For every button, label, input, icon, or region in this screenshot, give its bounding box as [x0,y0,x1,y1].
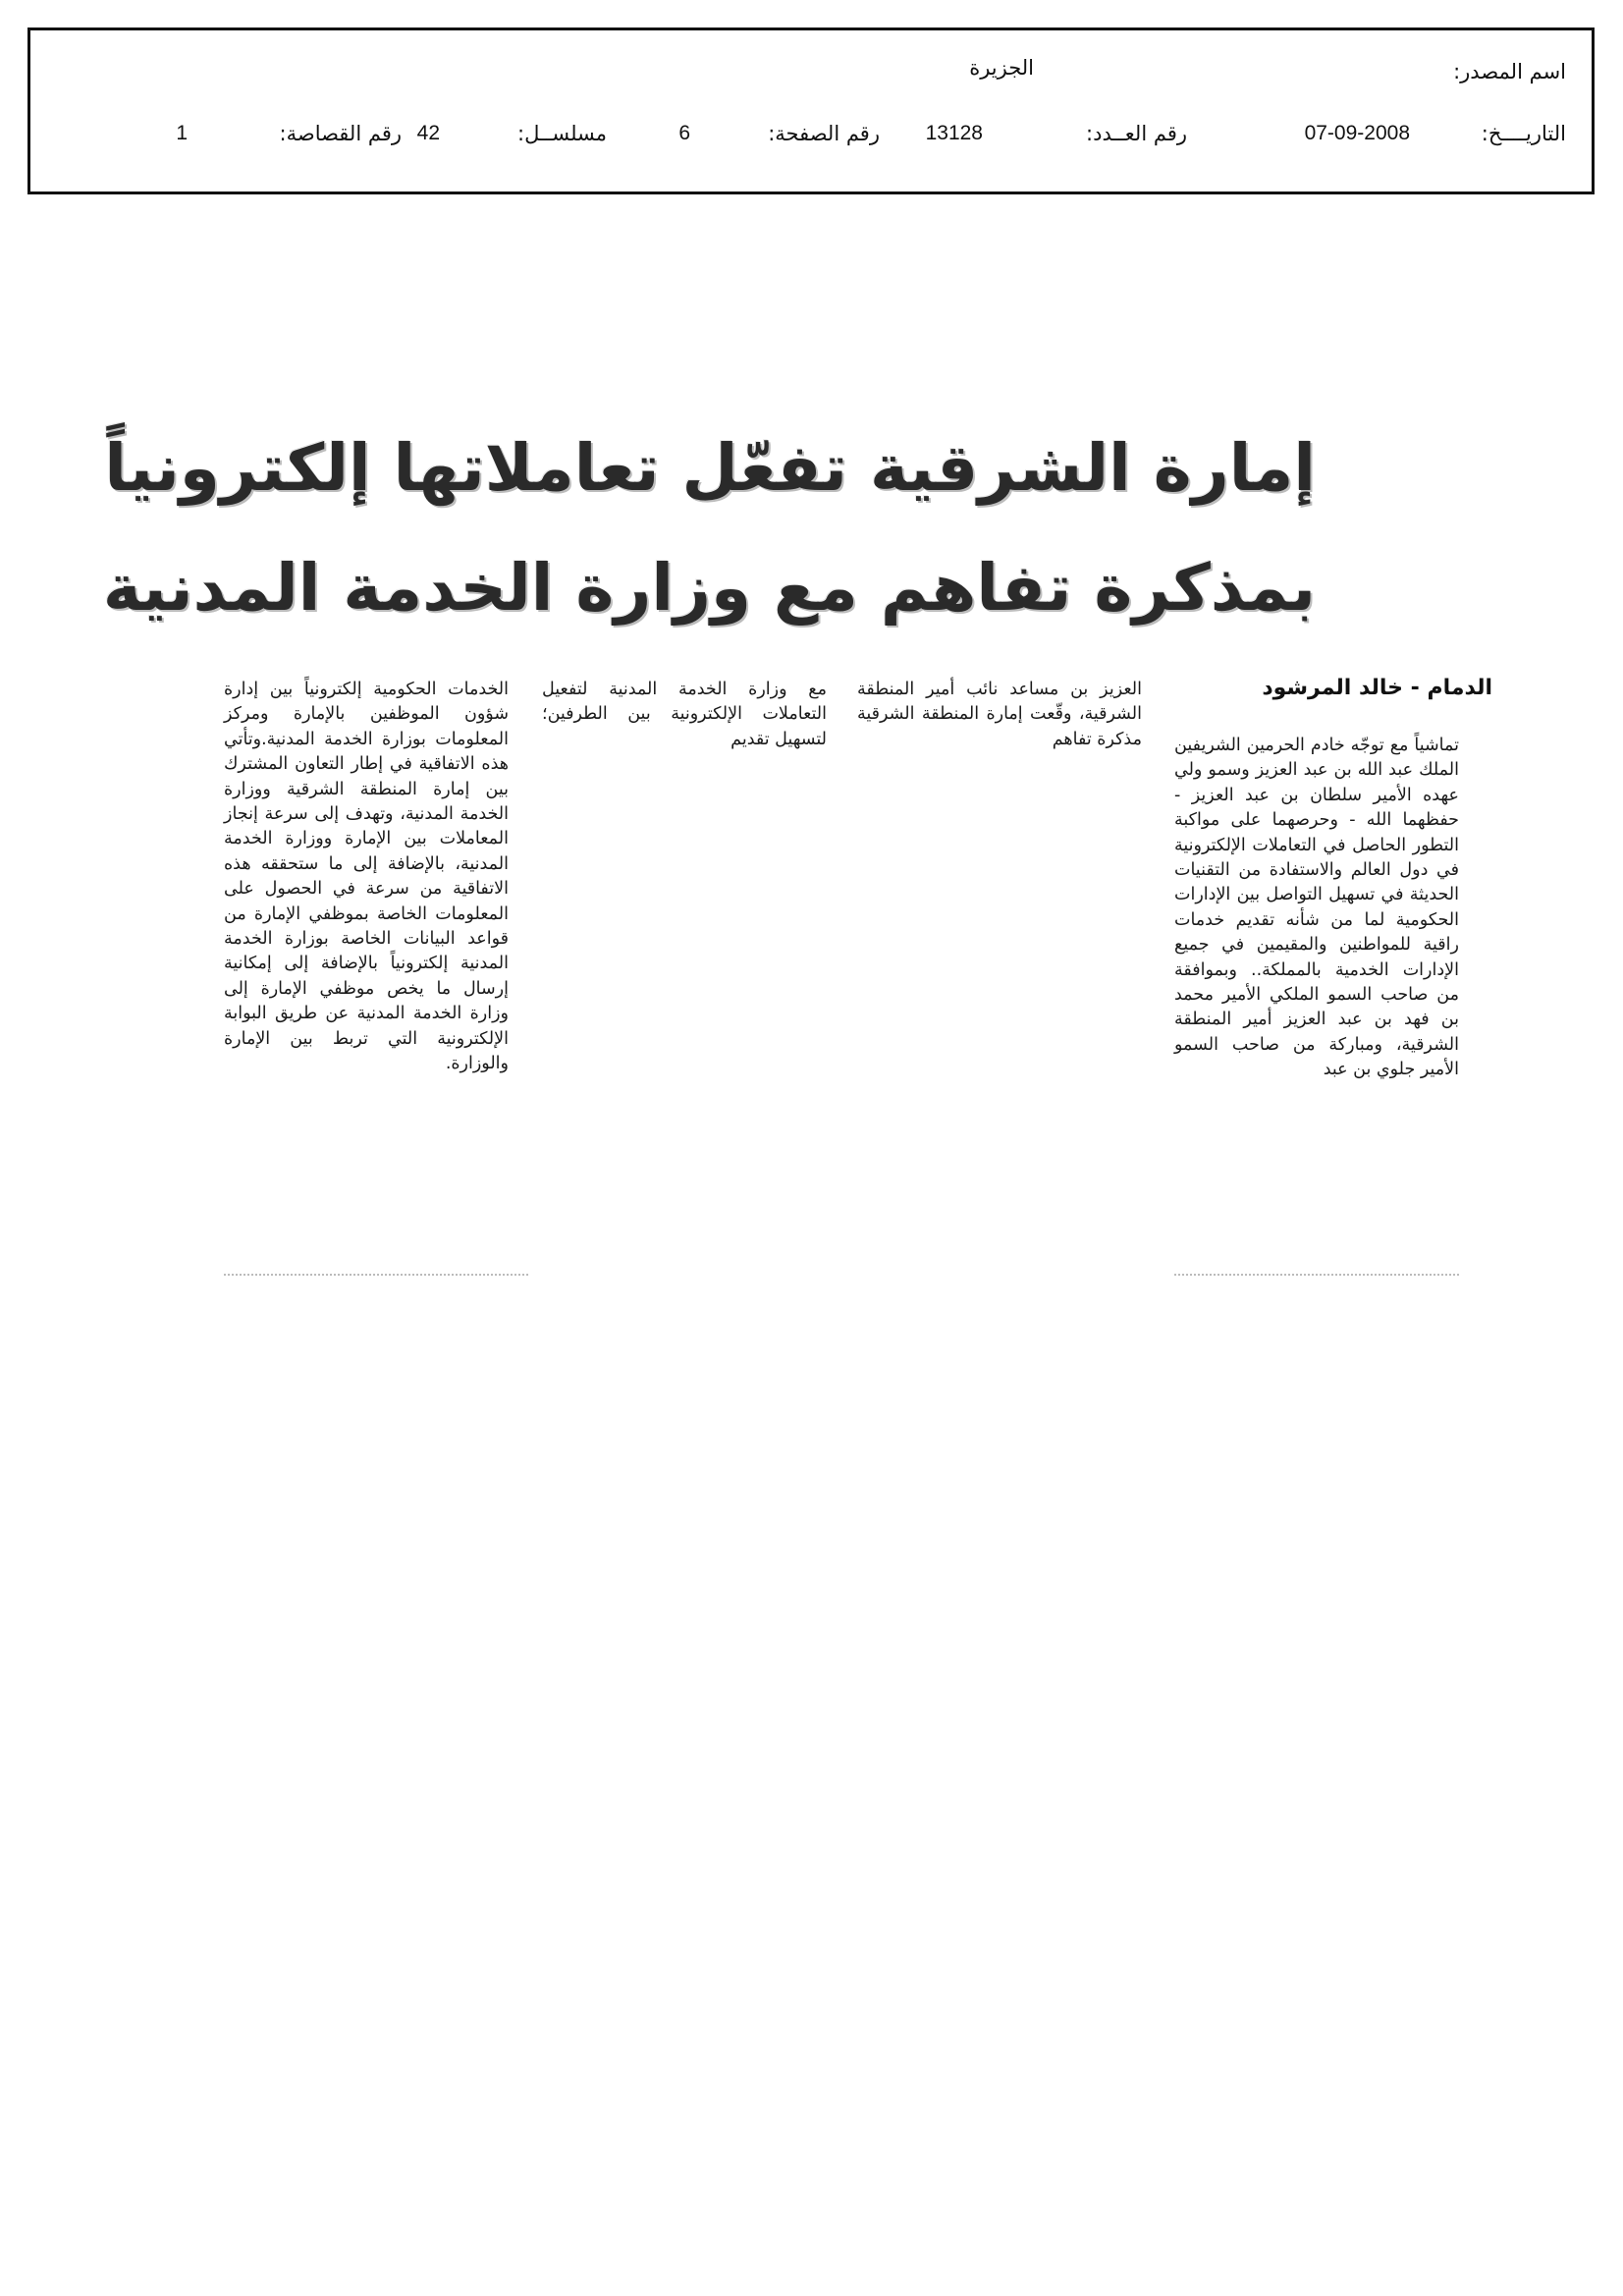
byline: الدمام - خالد المرشود [1262,676,1492,700]
date-label: التاريــــخ: [1481,122,1566,145]
clip-value: 1 [176,122,188,144]
serial-label: مسلســل: [517,122,607,145]
clip-label: رقم القصاصة: [279,122,402,145]
article-column-2: العزيز بن مساعد نائب أمير المنطقة الشرقية، وقّعت إمارة المنطقة الشرقية مذكرة تفاهم [857,680,1142,749]
headline-line-1: إمارة الشرقية تفعّل تعاملاتها إلكترونياً [104,430,1316,506]
issue-label: رقم العــدد: [1086,122,1187,145]
article-column-3: مع وزارة الخدمة المدنية لتفعيل التعاملات الإلكترونية بين الطرفين؛ لتسهيل تقديم [542,680,827,749]
issue-value: 13128 [925,122,983,144]
article-column-4: الخدمات الحكومية إلكترونياً بين إدارة شؤون الموظفين بالإمارة ومركز المعلومات بوزارة الخدمة المدنية.وتأتي هذه الاتفاقية في إطار التعاون المشترك بين إمارة المنطقة الشرقية ووزارة الخدمة المدنية، وتهدف إلى سرعة إنجاز المعاملات بين الإمارة ووزارة الخدمة المدنية، بالإضافة إلى ما ستحققه هذه الاتفاقية من سرعة في الحصول على المعلومات الخاصة بموظفي الإمارة من قواعد البيانات الخاصة بوزارة الخدمة المدنية إلكترونياً بالإضافة إلى إمكانية إرسال ما يخص موظفي الإمارة إلى وزارة الخدمة المدنية عن طريق البوابة الإلكترونية التي تربط بين الإمارة والوزارة. [224,680,509,1074]
article-column-1: تماشياً مع توجّه خادم الحرمين الشريفين الملك عبد الله بن عبد العزيز وسمو ولي عهده الأمير سلطان بن عبد العزيز - حفظهما الله - وحرصهما على مواكبة التطور الحاصل في التعاملات الإلكترونية في دول العالم والاستفادة من التقنيات الحديثة في تسهيل التواصل بين الإدارات الحكومية لما من شأنه تقديم خدمات راقية للمواطنين والمقيمين في جميع الإدارات الخدمية بالمملكة.. وبموافقة من صاحب السمو الملكي الأمير محمد بن فهد بن عبد العزيز أمير المنطقة الشرقية، ومباركة من صاحب السمو الأمير جلوي بن عبد [1174,736,1459,1080]
headline-line-2: بمذكرة تفاهم مع وزارة الخدمة المدنية [102,550,1316,626]
serial-value: 42 [416,122,440,144]
date-value: 07-09-2008 [1304,122,1410,144]
column-1-end-rule [1174,1274,1459,1276]
source-value: الجزيرة [969,56,1034,80]
column-4-end-rule [224,1274,528,1276]
source-label: اسم المصدر: [1453,60,1566,83]
clipping-metadata-box [27,27,1595,194]
page-label: رقم الصفحة: [768,122,880,145]
page-value: 6 [678,122,690,144]
